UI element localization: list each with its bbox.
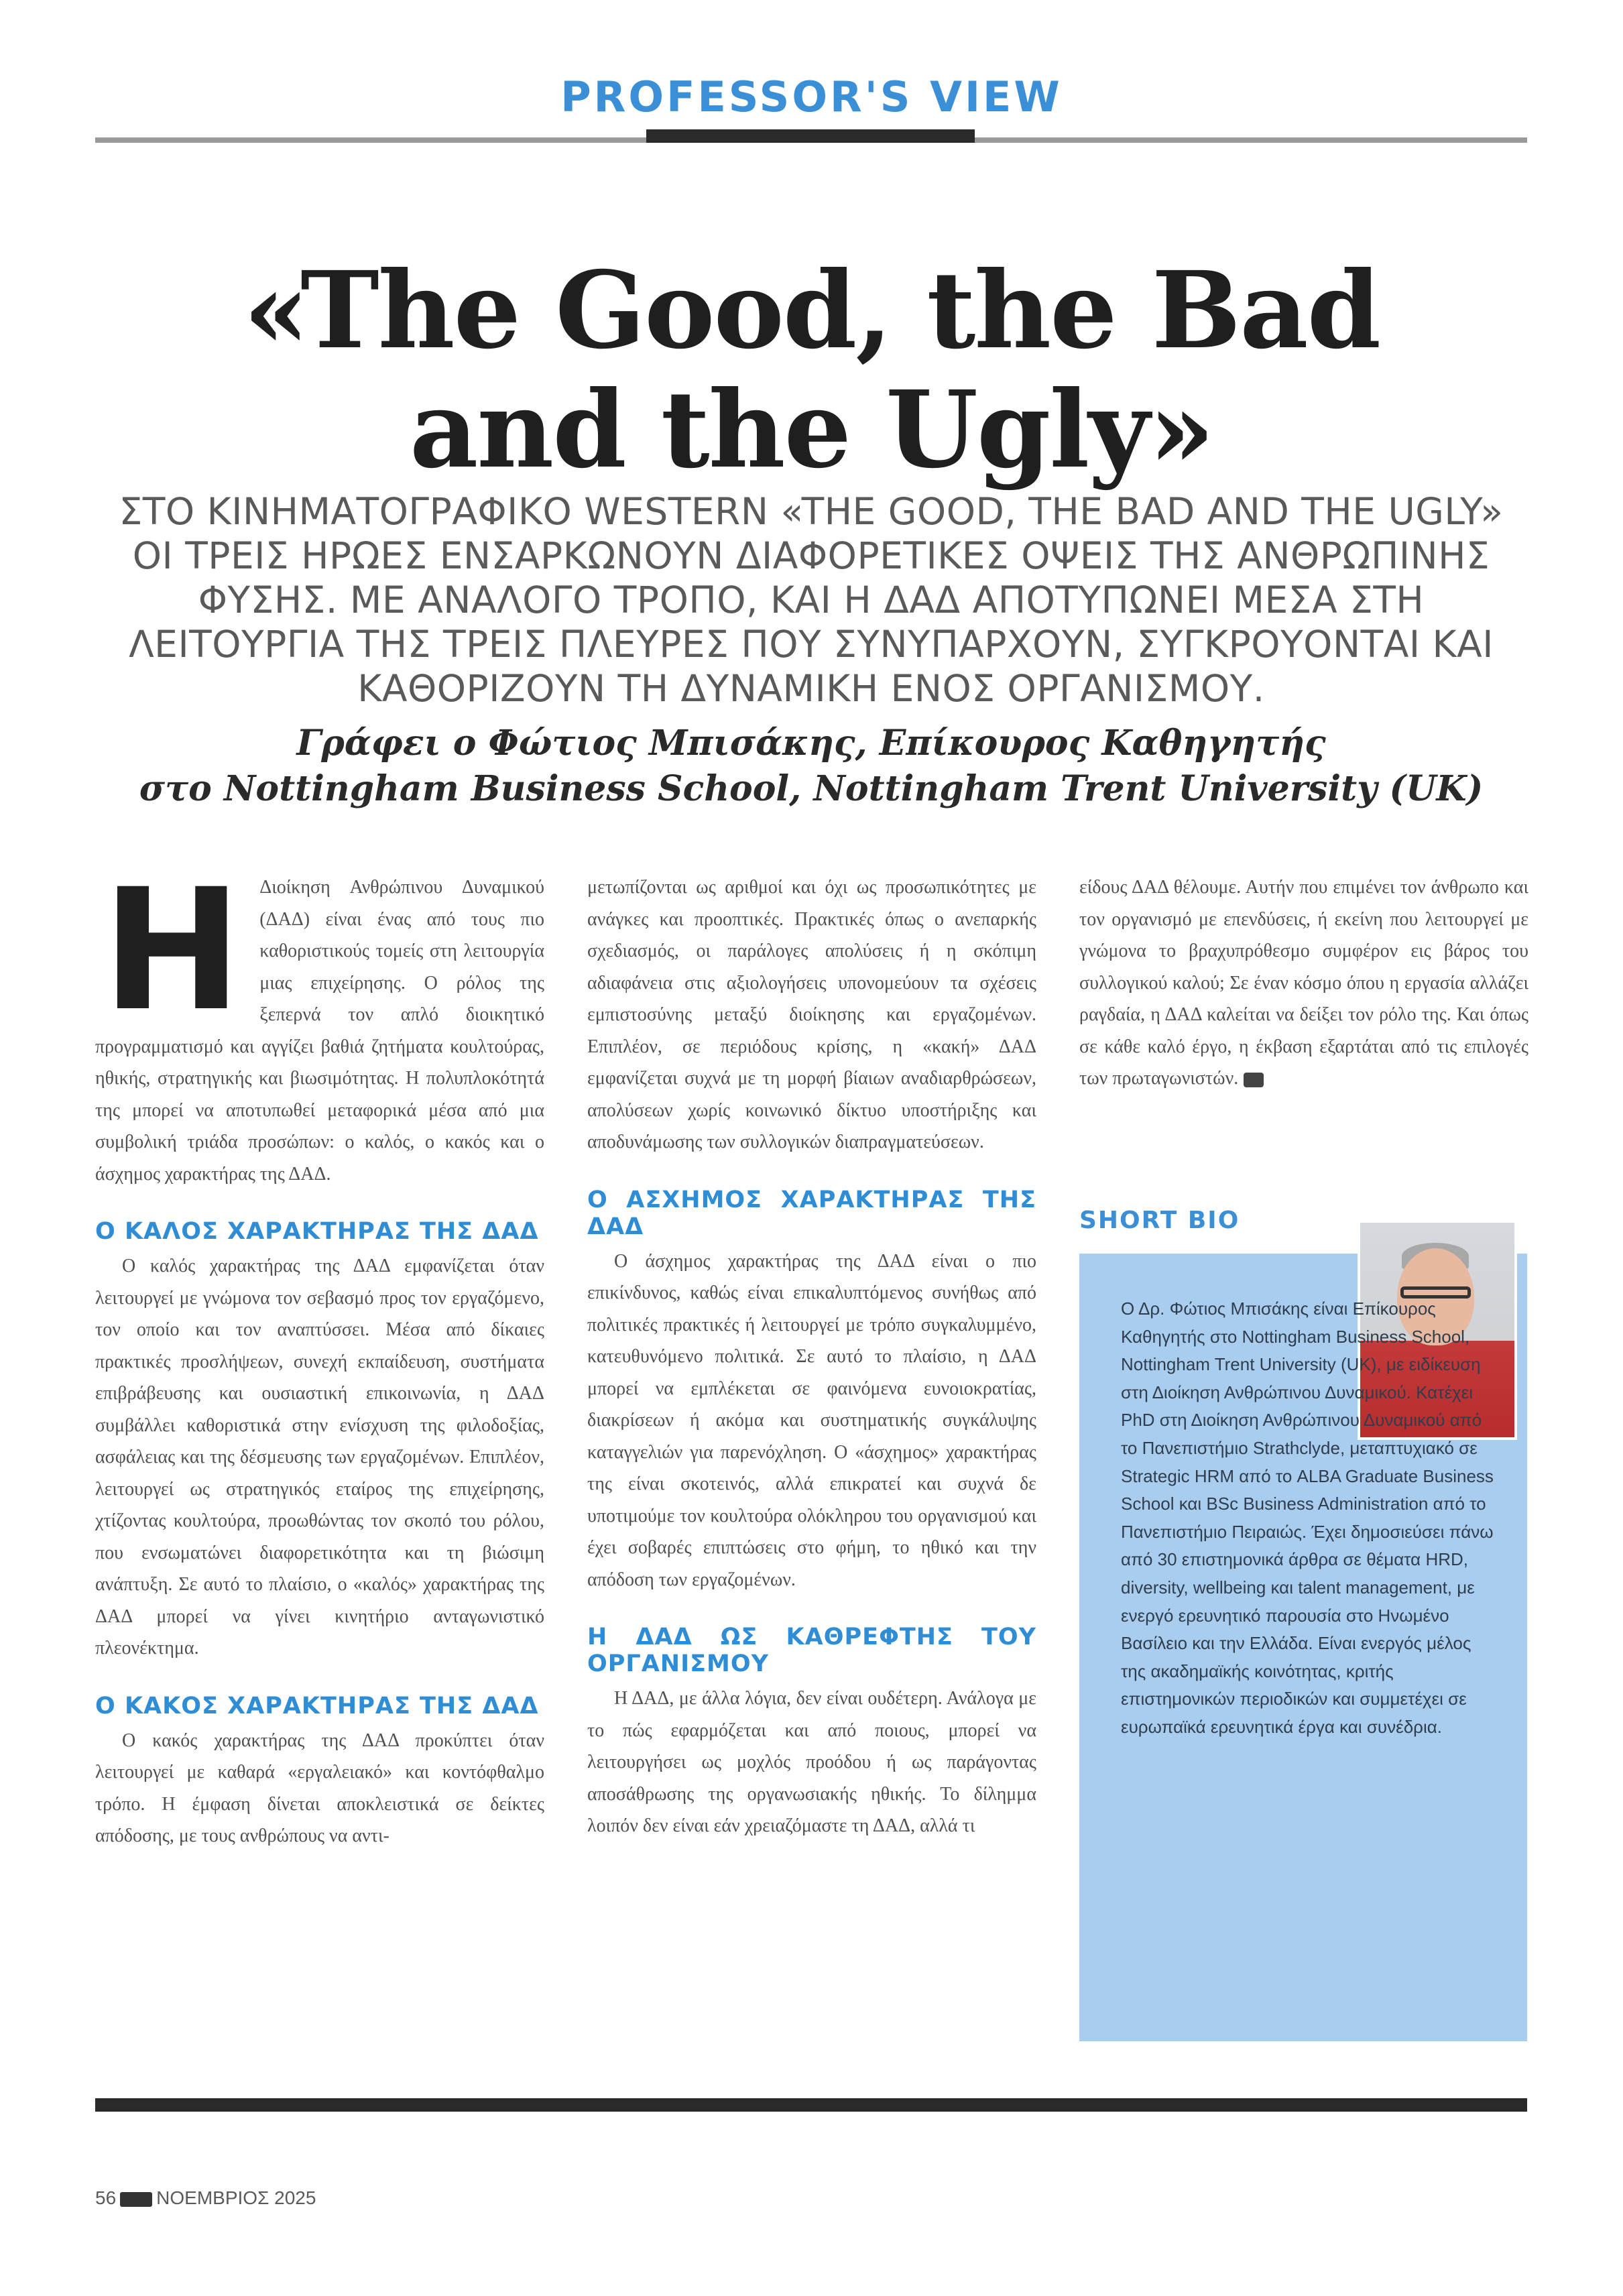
drop-cap: Η — [102, 853, 243, 1048]
paragraph-mirror-continued — [1079, 871, 1528, 1095]
magazine-logo-icon — [120, 2192, 152, 2207]
intro-paragraph: Διοίκηση Ανθρώπινου Δυναμικού (ΔΑΔ) είναι ένας από τους πιο καθοριστικούς τομείς στη λειτουργία μιας επιχείρησης. Ο ρόλος της ξεπερνά τον απλό διοικητικό προγραμματισμό και αγγίζει βαθιά ζητήματα κουλτούρας, ηθικής, στρατηγικής και βιωσιμότητας. Η πολυπλοκότητά της μπορεί να αποτυπωθεί μεταφορικά μέσα από μια συμβολική τριάδα προσώπων: ο καλός, ο κακός και ο άσχημος χαρακτήρας της ΔΑΔ. — [95, 877, 544, 1185]
byline-line-2: στο Nottingham Business School, Nottingham Trent University (UK) — [139, 768, 1484, 809]
issue-date: ΝΟΕΜΒΡΙΟΣ 2025 — [156, 2187, 316, 2208]
page-footer — [95, 2187, 316, 2209]
heading-bad: Ο ΚΑΚΟΣ ΧΑΡΑΚΤΗΡΑΣ ΤΗΣ ΔΑΔ — [95, 1692, 539, 1719]
byline-line-1: Γράφει ο Φώτιος Μπισάκης, Επίκουρος Καθηγητής — [296, 723, 1326, 764]
heading-ugly: Ο ΑΣΧΗΜΟΣ ΧΑΡΑΚΤΗΡΑΣ ΤΗΣ ΔΑΔ — [587, 1186, 1036, 1240]
title-line-2: and the Ugly» — [410, 368, 1213, 492]
column-2 — [587, 871, 1036, 1842]
header-rule-accent — [646, 129, 975, 143]
article-byline — [95, 721, 1527, 812]
article-title — [0, 251, 1623, 490]
article-lead: ΣΤΟ ΚΙΝΗΜΑΤΟΓΡΑΦΙΚΟ WESTERN «THE GOOD, THE BAD AND THE UGLY» ΟΙ ΤΡΕΙΣ ΗΡΩΕΣ ΕΝΣΑΡΚΩΝΟΥΝ ΔΙΑΦΟΡΕΤΙΚΕΣ ΟΨΕΙΣ ΤΗΣ ΑΝΘΡΩΠΙΝΗΣ ΦΥΣΗΣ. ΜΕ ΑΝΑΛΟΓΟ ΤΡΟΠΟ, ΚΑΙ Η ΔΑΔ ΑΠΟΤΥΠΩΝΕΙ ΜΕΣΑ ΣΤΗ ΛΕΙΤΟΥΡΓΙΑ ΤΗΣ ΤΡΕΙΣ ΠΛΕΥΡΕΣ ΠΟΥ ΣΥΝΥΠΑΡΧΟΥΝ, ΣΥΓΚΡΟΥΟΝΤΑΙ ΚΑΙ ΚΑΘΟΡΙΖΟΥΝ ΤΗ ΔΥΝΑΜΙΚΗ ΕΝΟΣ ΟΡΓΑΝΙΣΜΟΥ. — [119, 490, 1504, 710]
end-mark-icon — [1244, 1073, 1264, 1087]
title-line-1: «The Good, the Bad — [243, 249, 1380, 373]
heading-mirror: Η ΔΑΔ ΩΣ ΚΑΘΡΕΦΤΗΣ ΤΟΥ ΟΡΓΑΝΙΣΜΟΥ — [587, 1624, 1036, 1677]
page-number: 56 — [95, 2187, 117, 2208]
bio-text: Ο Δρ. Φώτιος Μπισάκης είναι Επίκουρος Καθηγητής στο Nottingham Business School, Nottingham Trent University (UK), με ειδίκευση στη Διοίκηση Ανθρώπινου Δυναμικού. Κατέχει PhD στη Διοίκηση Ανθρώπινου Δυναμικού από το Πανεπιστήμιο Strathclyde, μεταπτυχιακό σε Strategic HRM από το ALBA Graduate Business School και BSc Business Administration από το Πανεπιστήμιο Πειραιώς. Έχει δημοσιεύσει πάνω από 30 επιστημονικά άρθρα σε θέματα HRD, diversity, wellbeing και talent management, με ενεργό ερευνητικό παρουσία στο Ηνωμένο Βασίλειο και την Ελλάδα. Είναι ενεργός μέλος της ακαδημαϊκής κοινότητας, κριτής επιστημονικών περιοδικών και συμμετέχει σε ευρωπαϊκά ερευνητικά έργα και συνέδρια. — [1121, 1298, 1494, 1737]
heading-good: Ο ΚΑΛΟΣ ΧΑΡΑΚΤΗΡΑΣ ΤΗΣ ΔΑΔ — [95, 1218, 539, 1245]
paragraph-ugly: Ο άσχημος χαρακτήρας της ΔΑΔ είναι ο πιο επικίνδυνος, καθώς είναι επικαλυπτόμενος συνήθως από πολιτικές πρακτικές ή λειτουργεί με τρόπο συγκαλυμμένο, κατευθυνόμενο πολιτικά. Σε αυτό το πλαίσιο, η ΔΑΔ μπορεί να εμπλέκεται σε φαινόμενα ευνοιοκρατίας, διακρίσεων ή ακόμα και συστηματικής συγκάλυψης καταγγελιών για παρενόχληση. Ο «άσχημος» χαρακτήρας της είναι σκοτεινός, αλλά επικρατεί και συχνά δε υποτιμούμε τον κουλτούρα ολόκληρου του οργανισμού και έχει σοβαρές επιπτώσεις στο φήμη, το ηθικό και την απόδοση των εργαζομένων. — [587, 1250, 1036, 1590]
paragraph-bad-continued: μετωπίζονται ως αριθμοί και όχι ως προσωπικότητες με ανάγκες και προοπτικές. Πρακτικές όπως ο ανεπαρκής σχεδιασμός, οι παράλογες απολύσεις ή η σκόπιμη αδιαφάνεια στις αξιολογήσεις υπονομεύουν τα σχέσεις εμπιστοσύνης μεταξύ διοίκησης και εργαζομένων. Επιπλέον, σε περιόδους κρίσης, η «κακή» ΔΑΔ εμφανίζεται συχνά με τη μορφή βίαιων αναδιαρθρώσεων, απολύσεων χωρίς κοινωνικό δίκτυο υποστήριξης και αποδυνάμωσης των συλλογικών διαπραγματεύσεων. — [587, 877, 1036, 1152]
paragraph-bad-start: Ο κακός χαρακτήρας της ΔΑΔ προκύπτει όταν λειτουργεί με καθαρά «εργαλειακό» και κοντόφθαλμο τρόπο. Η έμφαση δίνεται αποκλειστικά σε δείκτες απόδοσης, με τους ανθρώπους να αντι- — [95, 1730, 544, 1846]
paragraph-good: Ο καλός χαρακτήρας της ΔΑΔ εμφανίζεται όταν λειτουργεί με γνώμονα τον σεβασμό προς τον εργαζόμενο, τον οποίο και τον αναπτύσσει. Μέσα από δίκαιες πρακτικές προσλήψεων, συνεχή εκπαίδευση, συστήματα επιβράβευσης και ουσιαστική επικοινωνία, η ΔΑΔ συμβάλλει καθοριστικά στην ενίσχυση της φιλοδοξίας, ασφάλειας και της δέσμευσης των εργαζομένων. Επιπλέον, λειτουργεί ως στρατηγικός εταίρος της επιχείρησης, χτίζοντας κουλτούρα, προωθώντας τον σκοπό του ρόλου, που ενσωματώνει διαφορετικότητα και τη βιώσιμη ανάπτυξη. Σε αυτό το πλαίσιο, ο «καλός» χαρακτήρας της ΔΑΔ μπορεί να γίνει κινητήριο ανταγωνιστικό πλεονέκτημα. — [95, 1256, 544, 1658]
mirror-text: είδους ΔΑΔ θέλουμε. Αυτήν που επιμένει τον άνθρωπο και τον οργανισμό με επενδύσεις, ή εκείνη που λειτουργεί με γνώμονα το βραχυπρόθεσμο συμφέρον εις βάρος του συλλογικού καλού; Σε έναν κόσμο όπου η εργασία αλλάζει ραγδαία, η ΔΑΔ καλείται να δείξει τον ρόλο της. Και όπως σε κάθε καλό έργο, η έκβαση εξαρτάται από τις επιλογές των πρωταγωνιστών. — [1079, 877, 1528, 1089]
bio-label: SHORT BIO — [1079, 1207, 1240, 1234]
footer-rule — [95, 2098, 1527, 2112]
section-tag: PROFESSOR'S VIEW — [560, 72, 1063, 121]
column-1 — [95, 853, 544, 1852]
paragraph-mirror-start: Η ΔΑΔ, με άλλα λόγια, δεν είναι ουδέτερη. Ανάλογα με το πώς εφαρμόζεται και από ποιους, μπορεί να λειτουργήσει ως μοχλός προόδου ή ως παράγοντας αποσάθρωσης της οργανωσιακής ηθικής. Το δίλημμα λοιπόν δεν είναι εάν χρειαζόμαστε τη ΔΑΔ, αλλά τι — [587, 1688, 1036, 1836]
column-3 — [1079, 871, 1528, 1095]
